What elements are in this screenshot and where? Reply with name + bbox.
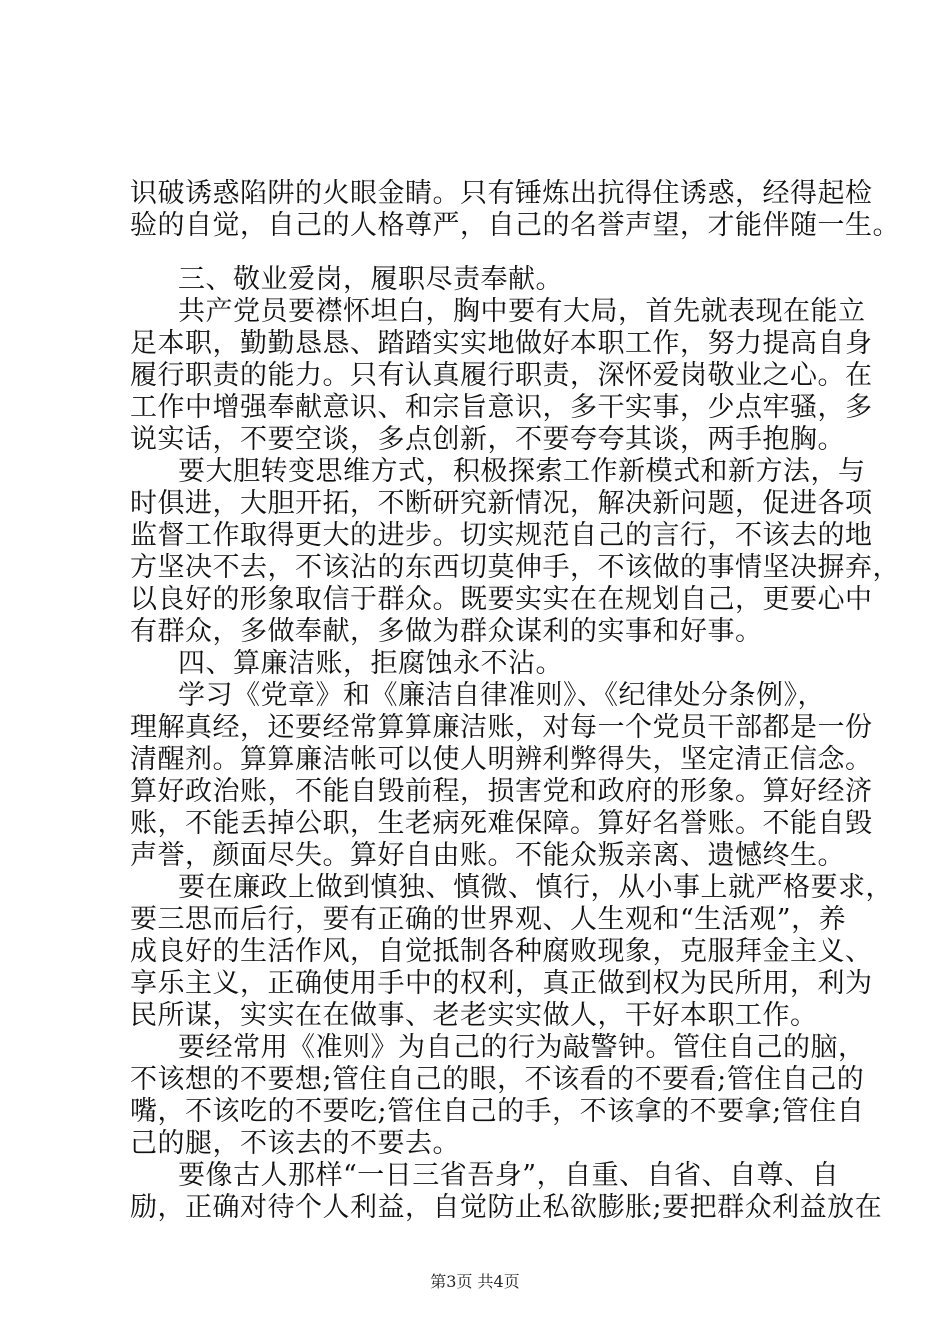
text-line: 不该想的不要想;管住自己的眼，不该看的不要看;管住自己的 xyxy=(130,1064,865,1095)
text-line: 账，不能丢掉公职，生老病死难保障。算好名誉账。不能自毁 xyxy=(130,808,873,839)
text-line: 要三思而后行，要有正确的世界观、人生观和“生活观”，养 xyxy=(130,904,847,935)
text-line: 享乐主义，正确使用手中的权利，真正做到权为民所用，利为 xyxy=(130,968,873,999)
text-line: 嘴，不该吃的不要吃;管住自己的手，不该拿的不要拿;管住自 xyxy=(130,1096,865,1127)
text-line: 说实话，不要空谈，多点创新，不要夸夸其谈，两手抱胸。 xyxy=(130,424,845,455)
text-line: 履行职责的能力。只有认真履行职责，深怀爱岗敬业之心。在 xyxy=(130,360,873,391)
text-line: 监督工作取得更大的进步。切实规范自己的言行，不该去的地 xyxy=(130,520,873,551)
text-line: 有群众，多做奉献，多做为群众谋利的实事和好事。 xyxy=(130,616,763,647)
text-line: 共产党员要襟怀坦白，胸中要有大局，首先就表现在能立 xyxy=(178,296,866,327)
text-line: 足本职，勤勤恳恳、踏踏实实地做好本职工作，努力提高自身 xyxy=(130,328,873,359)
text-line: 要像古人那样“一日三省吾身”，自重、自省、自尊、自 xyxy=(178,1160,840,1191)
text-line: 验的自觉，自己的人格尊严，自己的名誉声望，才能伴随一生。 xyxy=(130,210,900,241)
text-line: 识破诱惑陷阱的火眼金睛。只有锤炼出抗得住诱惑，经得起检 xyxy=(130,178,873,209)
text-line: 时俱进，大胆开拓，不断研究新情况，解决新问题，促进各项 xyxy=(130,488,873,519)
section-heading: 四、算廉洁账，拒腐蚀永不沾。 xyxy=(178,648,563,679)
text-line: 清醒剂。算算廉洁帐可以使人明辨利弊得失，坚定清正信念。 xyxy=(130,744,873,775)
text-line: 成良好的生活作风，自觉抵制各种腐败现象，克服拜金主义、 xyxy=(130,936,873,967)
text-line: 以良好的形象取信于群众。既要实实在在规划自己，更要心中 xyxy=(130,584,873,615)
text-line: 方坚决不去，不该沾的东西切莫伸手，不该做的事情坚决摒弃， xyxy=(130,552,900,583)
text-line: 己的腿，不该去的不要去。 xyxy=(130,1128,460,1159)
text-line: 民所谋，实实在在做事、老老实实做人，干好本职工作。 xyxy=(130,1000,818,1031)
text-line: 要经常用《准则》为自己的行为敲警钟。管住自己的脑， xyxy=(178,1032,866,1063)
text-line: 要大胆转变思维方式，积极探索工作新模式和新方法，与 xyxy=(178,456,866,487)
section-heading: 三、敬业爱岗，履职尽责奉献。 xyxy=(178,264,563,295)
text-line: 声誉，颜面尽失。算好自由账。不能众叛亲离、遗憾终生。 xyxy=(130,840,845,871)
text-line: 理解真经，还要经常算算廉洁账，对每一个党员干部都是一份 xyxy=(130,712,873,743)
text-line: 学习《党章》和《廉洁自律准则》、《纪律处分条例》， xyxy=(178,680,825,711)
text-line: 工作中增强奉献意识、和宗旨意识，多干实事，少点牢骚，多 xyxy=(130,392,873,423)
text-line: 要在廉政上做到慎独、慎微、慎行，从小事上就严格要求， xyxy=(178,872,893,903)
page-number-footer: 第3页 共4页 xyxy=(430,1272,520,1291)
text-line: 励，正确对待个人利益，自觉防止私欲膨胀;要把群众利益放在 xyxy=(130,1192,883,1223)
text-line: 算好政治账，不能自毁前程，损害党和政府的形象。算好经济 xyxy=(130,776,873,807)
